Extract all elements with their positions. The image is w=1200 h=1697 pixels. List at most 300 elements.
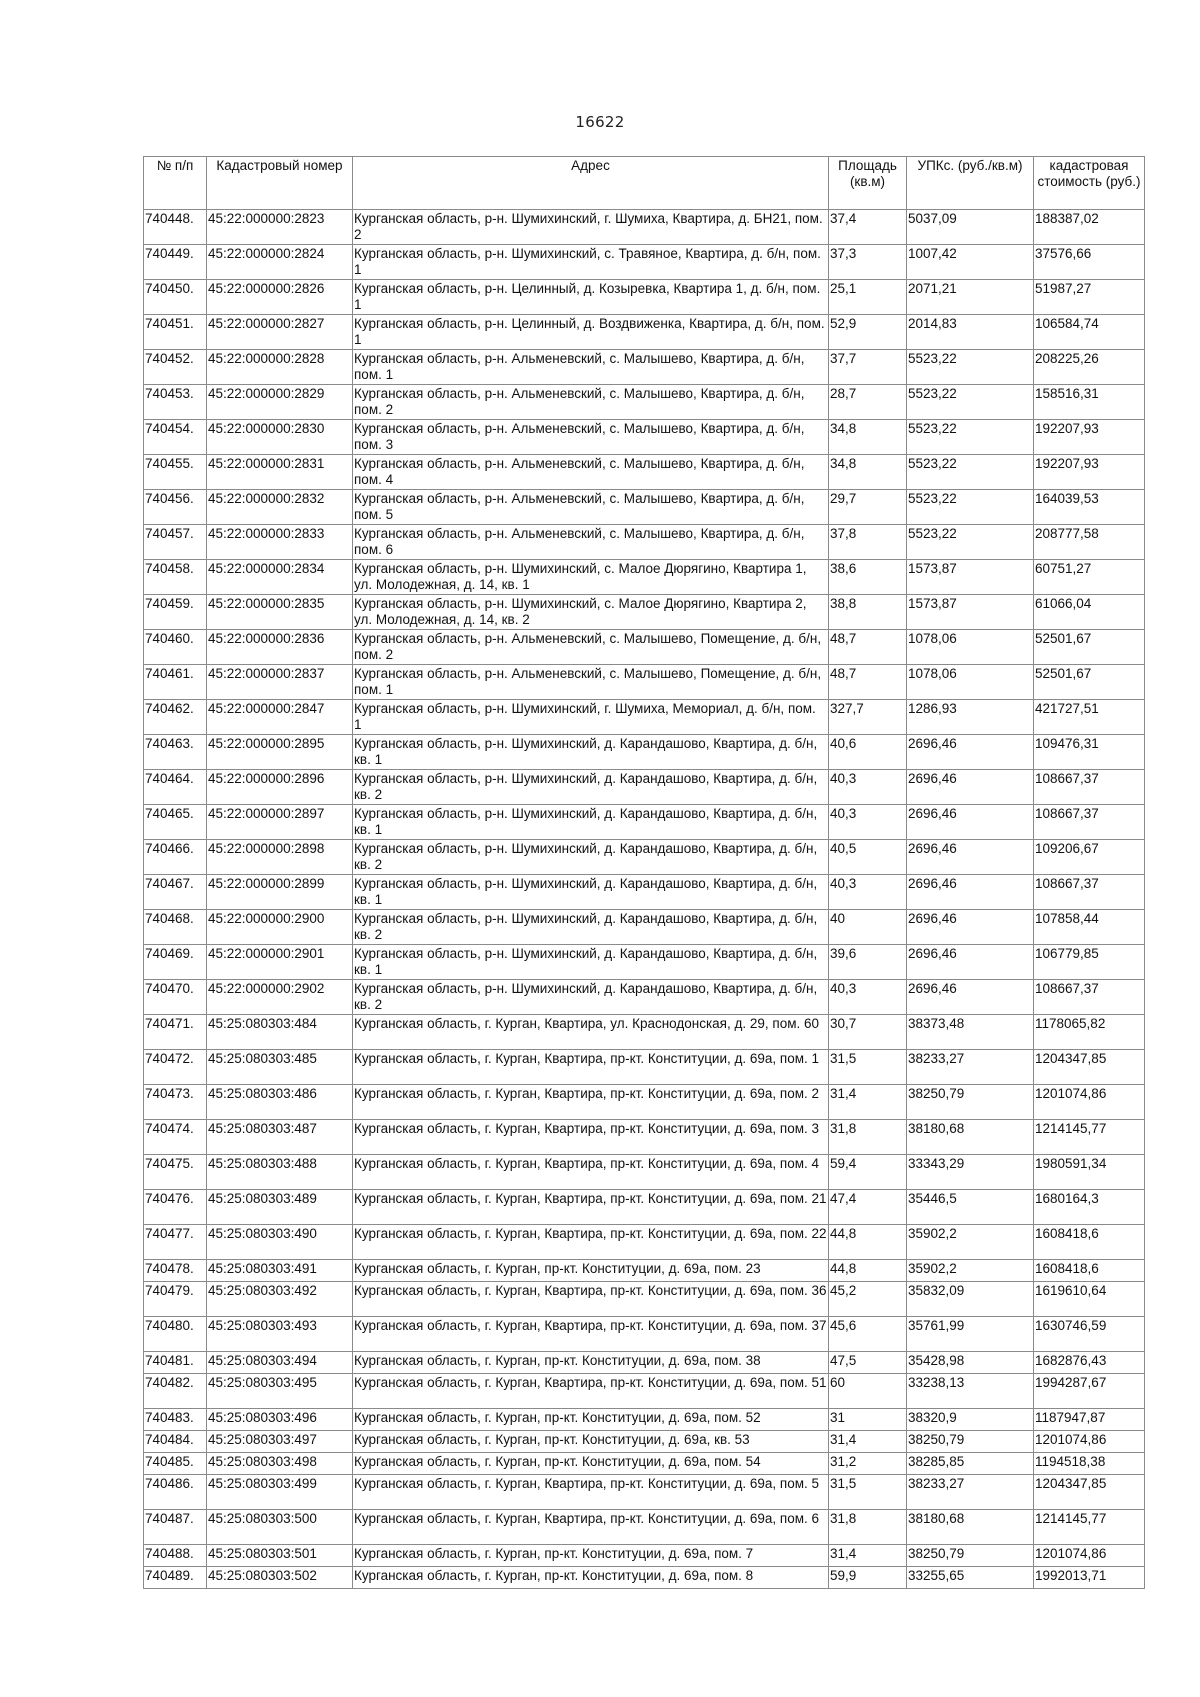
cell-upks: 1007,42 — [907, 245, 1034, 280]
table-row — [144, 525, 1145, 560]
cell-num: 740489. — [144, 1567, 207, 1589]
cell-address: Курганская область, г. Курган, Квартира, пр-кт. Конституции, д. 69а, пом. 4 — [353, 1155, 829, 1190]
cell-upks: 1078,06 — [907, 665, 1034, 700]
cell-num: 740459. — [144, 595, 207, 630]
cell-upks: 35902,2 — [907, 1225, 1034, 1260]
cell-upks: 1078,06 — [907, 630, 1034, 665]
cell-address: Курганская область, р-н. Шумихинский, д. Карандашово, Квартира, д. б/н, кв. 1 — [353, 945, 829, 980]
cell-address: Курганская область, р-н. Шумихинский, с. Малое Дюрягино, Квартира 2, ул. Молодежная, д. 14, кв. 2 — [353, 595, 829, 630]
cell-cadastral-value: 107858,44 — [1034, 910, 1145, 945]
cell-cadastral-value: 37576,66 — [1034, 245, 1145, 280]
cell-upks: 35832,09 — [907, 1282, 1034, 1317]
cell-cadastral-number: 45:22:000000:2895 — [207, 735, 353, 770]
cell-address: Курганская область, р-н. Альменевский, с. Малышево, Помещение, д. б/н, пом. 2 — [353, 630, 829, 665]
table-row — [144, 1545, 1145, 1567]
cell-area: 31,5 — [829, 1050, 907, 1085]
cell-cadastral-number: 45:22:000000:2847 — [207, 700, 353, 735]
table-row — [144, 980, 1145, 1015]
cell-num: 740451. — [144, 315, 207, 350]
table-row — [144, 945, 1145, 980]
table-row — [144, 1120, 1145, 1155]
table-row — [144, 420, 1145, 455]
table-row — [144, 385, 1145, 420]
cell-address: Курганская область, г. Курган, пр-кт. Конституции, д. 69а, пом. 8 — [353, 1567, 829, 1589]
cell-cadastral-number: 45:22:000000:2824 — [207, 245, 353, 280]
cell-cadastral-number: 45:25:080303:501 — [207, 1545, 353, 1567]
table-row — [144, 700, 1145, 735]
cell-address: Курганская область, р-н. Шумихинский, с. Малое Дюрягино, Квартира 1, ул. Молодежная, д. 14, кв. 1 — [353, 560, 829, 595]
cell-cadastral-number: 45:25:080303:489 — [207, 1190, 353, 1225]
cell-area: 52,9 — [829, 315, 907, 350]
table-header — [144, 157, 1145, 210]
cell-cadastral-number: 45:25:080303:500 — [207, 1510, 353, 1545]
table-row — [144, 490, 1145, 525]
table-row — [144, 1015, 1145, 1050]
header-upks: УПКс. (руб./кв.м) — [907, 157, 1034, 210]
cell-address: Курганская область, г. Курган, Квартира, пр-кт. Конституции, д. 69а, пом. 6 — [353, 1510, 829, 1545]
cell-num: 740465. — [144, 805, 207, 840]
cell-area: 48,7 — [829, 665, 907, 700]
cell-address: Курганская область, р-н. Шумихинский, г. Шумиха, Мемориал, д. б/н, пом. 1 — [353, 700, 829, 735]
cell-area: 31 — [829, 1409, 907, 1431]
cell-num: 740486. — [144, 1475, 207, 1510]
cell-upks: 5523,22 — [907, 350, 1034, 385]
cell-address: Курганская область, р-н. Альменевский, с. Малышево, Квартира, д. б/н, пом. 2 — [353, 385, 829, 420]
cell-cadastral-value: 1214145,77 — [1034, 1510, 1145, 1545]
cell-area: 29,7 — [829, 490, 907, 525]
cell-cadastral-value: 1201074,86 — [1034, 1545, 1145, 1567]
cell-cadastral-value: 192207,93 — [1034, 420, 1145, 455]
cell-area: 37,7 — [829, 350, 907, 385]
table-row — [144, 280, 1145, 315]
cell-num: 740472. — [144, 1050, 207, 1085]
cell-upks: 5523,22 — [907, 455, 1034, 490]
cell-area: 37,4 — [829, 210, 907, 245]
cell-upks: 2071,21 — [907, 280, 1034, 315]
cell-upks: 2696,46 — [907, 805, 1034, 840]
cell-address: Курганская область, г. Курган, Квартира, пр-кт. Конституции, д. 69а, пом. 37 — [353, 1317, 829, 1352]
cell-cadastral-value: 52501,67 — [1034, 665, 1145, 700]
cell-cadastral-value: 1194518,38 — [1034, 1453, 1145, 1475]
cell-area: 327,7 — [829, 700, 907, 735]
cell-area: 47,5 — [829, 1352, 907, 1374]
cell-cadastral-value: 1619610,64 — [1034, 1282, 1145, 1317]
cell-address: Курганская область, р-н. Альменевский, с. Малышево, Квартира, д. б/н, пом. 4 — [353, 455, 829, 490]
cell-upks: 5523,22 — [907, 490, 1034, 525]
cell-cadastral-value: 109206,67 — [1034, 840, 1145, 875]
table-row — [144, 1510, 1145, 1545]
cell-cadastral-value: 1204347,85 — [1034, 1475, 1145, 1510]
cell-cadastral-number: 45:22:000000:2829 — [207, 385, 353, 420]
cell-address: Курганская область, р-н. Шумихинский, д. Карандашово, Квартира, д. б/н, кв. 2 — [353, 840, 829, 875]
table-row — [144, 210, 1145, 245]
cell-cadastral-number: 45:25:080303:497 — [207, 1431, 353, 1453]
cell-num: 740461. — [144, 665, 207, 700]
table-row — [144, 455, 1145, 490]
cell-area: 40,3 — [829, 875, 907, 910]
cell-cadastral-value: 1204347,85 — [1034, 1050, 1145, 1085]
cell-cadastral-value: 421727,51 — [1034, 700, 1145, 735]
table-row — [144, 1431, 1145, 1453]
table-row — [144, 770, 1145, 805]
cell-cadastral-number: 45:25:080303:492 — [207, 1282, 353, 1317]
cell-num: 740469. — [144, 945, 207, 980]
cell-area: 40 — [829, 910, 907, 945]
header-cadastral-number: Кадастровый номер — [207, 157, 353, 210]
cell-num: 740473. — [144, 1085, 207, 1120]
cell-num: 740481. — [144, 1352, 207, 1374]
cell-address: Курганская область, р-н. Целинный, д. Воздвиженка, Квартира, д. б/н, пом. 1 — [353, 315, 829, 350]
cell-cadastral-value: 106584,74 — [1034, 315, 1145, 350]
cell-address: Курганская область, г. Курган, Квартира, пр-кт. Конституции, д. 69а, пом. 2 — [353, 1085, 829, 1120]
cell-num: 740453. — [144, 385, 207, 420]
cell-area: 44,8 — [829, 1225, 907, 1260]
cell-num: 740471. — [144, 1015, 207, 1050]
cell-cadastral-value: 52501,67 — [1034, 630, 1145, 665]
table-row — [144, 315, 1145, 350]
cell-cadastral-value: 1178065,82 — [1034, 1015, 1145, 1050]
table-row — [144, 1567, 1145, 1589]
cell-num: 740463. — [144, 735, 207, 770]
cell-cadastral-value: 208225,26 — [1034, 350, 1145, 385]
cell-area: 40,3 — [829, 805, 907, 840]
cell-num: 740478. — [144, 1260, 207, 1282]
cell-num: 740475. — [144, 1155, 207, 1190]
cell-upks: 1286,93 — [907, 700, 1034, 735]
cell-cadastral-value: 108667,37 — [1034, 805, 1145, 840]
cell-cadastral-number: 45:22:000000:2823 — [207, 210, 353, 245]
cell-area: 39,6 — [829, 945, 907, 980]
cell-area: 45,2 — [829, 1282, 907, 1317]
cell-upks: 38233,27 — [907, 1475, 1034, 1510]
header-row — [144, 157, 1145, 210]
cell-cadastral-number: 45:22:000000:2896 — [207, 770, 353, 805]
table-row — [144, 840, 1145, 875]
cell-address: Курганская область, р-н. Целинный, д. Козыревка, Квартира 1, д. б/н, пом. 1 — [353, 280, 829, 315]
table-row — [144, 1085, 1145, 1120]
cell-cadastral-number: 45:25:080303:494 — [207, 1352, 353, 1374]
cell-address: Курганская область, г. Курган, Квартира, пр-кт. Конституции, д. 69а, пом. 3 — [353, 1120, 829, 1155]
cell-address: Курганская область, р-н. Шумихинский, д. Карандашово, Квартира, д. б/н, кв. 2 — [353, 770, 829, 805]
cell-upks: 38250,79 — [907, 1431, 1034, 1453]
cell-address: Курганская область, р-н. Шумихинский, с. Травяное, Квартира, д. б/н, пом. 1 — [353, 245, 829, 280]
table-row — [144, 350, 1145, 385]
cell-cadastral-value: 1201074,86 — [1034, 1431, 1145, 1453]
table-row — [144, 1282, 1145, 1317]
cell-cadastral-value: 1630746,59 — [1034, 1317, 1145, 1352]
cell-cadastral-number: 45:22:000000:2833 — [207, 525, 353, 560]
cell-address: Курганская область, г. Курган, пр-кт. Конституции, д. 69а, пом. 7 — [353, 1545, 829, 1567]
cell-upks: 2696,46 — [907, 945, 1034, 980]
cell-upks: 38250,79 — [907, 1545, 1034, 1567]
cell-num: 740468. — [144, 910, 207, 945]
cell-cadastral-value: 208777,58 — [1034, 525, 1145, 560]
cell-upks: 33255,65 — [907, 1567, 1034, 1589]
cell-cadastral-value: 108667,37 — [1034, 875, 1145, 910]
cell-address: Курганская область, р-н. Шумихинский, д. Карандашово, Квартира, д. б/н, кв. 1 — [353, 805, 829, 840]
cell-cadastral-number: 45:22:000000:2837 — [207, 665, 353, 700]
table-row — [144, 1317, 1145, 1352]
cell-num: 740467. — [144, 875, 207, 910]
cell-area: 48,7 — [829, 630, 907, 665]
cell-cadastral-number: 45:25:080303:490 — [207, 1225, 353, 1260]
cell-cadastral-number: 45:25:080303:495 — [207, 1374, 353, 1409]
table-row — [144, 1225, 1145, 1260]
cell-address: Курганская область, р-н. Шумихинский, д. Карандашово, Квартира, д. б/н, кв. 1 — [353, 875, 829, 910]
cell-address: Курганская область, г. Курган, Квартира, пр-кт. Конституции, д. 69а, пом. 21 — [353, 1190, 829, 1225]
cell-num: 740476. — [144, 1190, 207, 1225]
cell-upks: 35446,5 — [907, 1190, 1034, 1225]
cell-num: 740470. — [144, 980, 207, 1015]
cell-num: 740454. — [144, 420, 207, 455]
cell-cadastral-number: 45:22:000000:2826 — [207, 280, 353, 315]
cell-num: 740460. — [144, 630, 207, 665]
cell-cadastral-value: 1187947,87 — [1034, 1409, 1145, 1431]
cell-cadastral-number: 45:22:000000:2831 — [207, 455, 353, 490]
cell-cadastral-number: 45:22:000000:2835 — [207, 595, 353, 630]
cell-cadastral-number: 45:25:080303:499 — [207, 1475, 353, 1510]
cell-cadastral-number: 45:22:000000:2897 — [207, 805, 353, 840]
cell-num: 740458. — [144, 560, 207, 595]
cell-area: 59,9 — [829, 1567, 907, 1589]
cell-address: Курганская область, р-н. Альменевский, с. Малышево, Квартира, д. б/н, пом. 1 — [353, 350, 829, 385]
cell-address: Курганская область, г. Курган, Квартира, пр-кт. Конституции, д. 69а, пом. 51 — [353, 1374, 829, 1409]
cell-num: 740483. — [144, 1409, 207, 1431]
cell-cadastral-number: 45:25:080303:498 — [207, 1453, 353, 1475]
cell-address: Курганская область, г. Курган, Квартира, ул. Краснодонская, д. 29, пом. 60 — [353, 1015, 829, 1050]
cell-cadastral-value: 1682876,43 — [1034, 1352, 1145, 1374]
cell-upks: 33238,13 — [907, 1374, 1034, 1409]
cell-cadastral-value: 106779,85 — [1034, 945, 1145, 980]
cell-cadastral-value: 1680164,3 — [1034, 1190, 1145, 1225]
table-row — [144, 1374, 1145, 1409]
cell-area: 38,8 — [829, 595, 907, 630]
cell-area: 40,6 — [829, 735, 907, 770]
table-row — [144, 1050, 1145, 1085]
cell-cadastral-number: 45:25:080303:502 — [207, 1567, 353, 1589]
cell-upks: 5523,22 — [907, 420, 1034, 455]
cell-cadastral-value: 1608418,6 — [1034, 1260, 1145, 1282]
cell-cadastral-number: 45:22:000000:2834 — [207, 560, 353, 595]
table-row — [144, 735, 1145, 770]
cell-upks: 2696,46 — [907, 980, 1034, 1015]
cell-cadastral-number: 45:22:000000:2902 — [207, 980, 353, 1015]
cell-cadastral-value: 60751,27 — [1034, 560, 1145, 595]
cell-cadastral-value: 1201074,86 — [1034, 1085, 1145, 1120]
cell-address: Курганская область, г. Курган, Квартира, пр-кт. Конституции, д. 69а, пом. 36 — [353, 1282, 829, 1317]
cell-num: 740466. — [144, 840, 207, 875]
cell-address: Курганская область, р-н. Шумихинский, г. Шумиха, Квартира, д. БН21, пом. 2 — [353, 210, 829, 245]
cell-num: 740482. — [144, 1374, 207, 1409]
cell-address: Курганская область, р-н. Шумихинский, д. Карандашово, Квартира, д. б/н, кв. 2 — [353, 910, 829, 945]
cell-upks: 1573,87 — [907, 560, 1034, 595]
cell-upks: 5523,22 — [907, 385, 1034, 420]
cell-address: Курганская область, г. Курган, пр-кт. Конституции, д. 69а, кв. 53 — [353, 1431, 829, 1453]
cell-num: 740450. — [144, 280, 207, 315]
cell-num: 740488. — [144, 1545, 207, 1567]
cell-cadastral-value: 1992013,71 — [1034, 1567, 1145, 1589]
cell-upks: 38233,27 — [907, 1050, 1034, 1085]
cell-cadastral-value: 158516,31 — [1034, 385, 1145, 420]
cell-area: 31,4 — [829, 1431, 907, 1453]
cell-area: 60 — [829, 1374, 907, 1409]
cell-upks: 33343,29 — [907, 1155, 1034, 1190]
cell-upks: 35902,2 — [907, 1260, 1034, 1282]
cell-area: 37,3 — [829, 245, 907, 280]
cell-cadastral-number: 45:25:080303:485 — [207, 1050, 353, 1085]
table-row — [144, 910, 1145, 945]
cell-area: 31,8 — [829, 1120, 907, 1155]
cell-upks: 38180,68 — [907, 1120, 1034, 1155]
cell-area: 47,4 — [829, 1190, 907, 1225]
cell-address: Курганская область, р-н. Шумихинский, д. Карандашово, Квартира, д. б/н, кв. 1 — [353, 735, 829, 770]
cell-cadastral-number: 45:22:000000:2830 — [207, 420, 353, 455]
cell-cadastral-number: 45:25:080303:487 — [207, 1120, 353, 1155]
cell-num: 740487. — [144, 1510, 207, 1545]
cell-address: Курганская область, г. Курган, Квартира, пр-кт. Конституции, д. 69а, пом. 22 — [353, 1225, 829, 1260]
cell-num: 740462. — [144, 700, 207, 735]
table-row — [144, 245, 1145, 280]
cell-area: 34,8 — [829, 455, 907, 490]
cell-upks: 38180,68 — [907, 1510, 1034, 1545]
cell-cadastral-value: 108667,37 — [1034, 770, 1145, 805]
cell-num: 740477. — [144, 1225, 207, 1260]
table-body — [144, 210, 1145, 1589]
cell-upks: 2696,46 — [907, 735, 1034, 770]
cell-upks: 38373,48 — [907, 1015, 1034, 1050]
cell-upks: 35761,99 — [907, 1317, 1034, 1352]
cell-cadastral-number: 45:22:000000:2901 — [207, 945, 353, 980]
cell-cadastral-value: 188387,02 — [1034, 210, 1145, 245]
cell-area: 31,4 — [829, 1545, 907, 1567]
cell-upks: 38320,9 — [907, 1409, 1034, 1431]
cell-address: Курганская область, р-н. Шумихинский, д. Карандашово, Квартира, д. б/н, кв. 2 — [353, 980, 829, 1015]
table-row — [144, 665, 1145, 700]
cell-area: 40,3 — [829, 980, 907, 1015]
cell-cadastral-number: 45:22:000000:2832 — [207, 490, 353, 525]
cell-address: Курганская область, г. Курган, Квартира, пр-кт. Конституции, д. 69а, пом. 5 — [353, 1475, 829, 1510]
cell-cadastral-value: 1608418,6 — [1034, 1225, 1145, 1260]
cell-num: 740448. — [144, 210, 207, 245]
cell-area: 34,8 — [829, 420, 907, 455]
cell-cadastral-number: 45:25:080303:496 — [207, 1409, 353, 1431]
header-cadastral-value: кадастровая стоимость (руб.) — [1034, 157, 1145, 210]
cell-cadastral-value: 1980591,34 — [1034, 1155, 1145, 1190]
cell-upks: 2696,46 — [907, 840, 1034, 875]
header-address: Адрес — [353, 157, 829, 210]
cell-area: 44,8 — [829, 1260, 907, 1282]
cell-upks: 38250,79 — [907, 1085, 1034, 1120]
cell-cadastral-value: 164039,53 — [1034, 490, 1145, 525]
table-row — [144, 1155, 1145, 1190]
cell-address: Курганская область, г. Курган, Квартира, пр-кт. Конституции, д. 69а, пом. 1 — [353, 1050, 829, 1085]
cell-cadastral-value: 109476,31 — [1034, 735, 1145, 770]
cell-upks: 35428,98 — [907, 1352, 1034, 1374]
table-row — [144, 1190, 1145, 1225]
cell-area: 45,6 — [829, 1317, 907, 1352]
cell-area: 31,4 — [829, 1085, 907, 1120]
cell-num: 740464. — [144, 770, 207, 805]
cell-area: 37,8 — [829, 525, 907, 560]
cell-cadastral-number: 45:25:080303:486 — [207, 1085, 353, 1120]
cell-address: Курганская область, р-н. Альменевский, с. Малышево, Помещение, д. б/н, пом. 1 — [353, 665, 829, 700]
table-row — [144, 875, 1145, 910]
table-row — [144, 630, 1145, 665]
cell-cadastral-value: 108667,37 — [1034, 980, 1145, 1015]
cell-cadastral-value: 1214145,77 — [1034, 1120, 1145, 1155]
cell-area: 31,5 — [829, 1475, 907, 1510]
cell-num: 740455. — [144, 455, 207, 490]
cell-upks: 2696,46 — [907, 910, 1034, 945]
cell-num: 740456. — [144, 490, 207, 525]
cell-cadastral-value: 61066,04 — [1034, 595, 1145, 630]
header-num: № п/п — [144, 157, 207, 210]
cell-address: Курганская область, р-н. Альменевский, с. Малышево, Квартира, д. б/н, пом. 3 — [353, 420, 829, 455]
cell-upks: 2696,46 — [907, 875, 1034, 910]
cell-num: 740485. — [144, 1453, 207, 1475]
cell-area: 25,1 — [829, 280, 907, 315]
cell-num: 740449. — [144, 245, 207, 280]
cell-cadastral-value: 51987,27 — [1034, 280, 1145, 315]
cell-cadastral-number: 45:22:000000:2899 — [207, 875, 353, 910]
cell-area: 31,8 — [829, 1510, 907, 1545]
cell-upks: 1573,87 — [907, 595, 1034, 630]
cell-upks: 5037,09 — [907, 210, 1034, 245]
cell-address: Курганская область, р-н. Альменевский, с. Малышево, Квартира, д. б/н, пом. 6 — [353, 525, 829, 560]
cell-cadastral-number: 45:22:000000:2900 — [207, 910, 353, 945]
table-row — [144, 805, 1145, 840]
table-row — [144, 595, 1145, 630]
table-row — [144, 1453, 1145, 1475]
cell-area: 31,2 — [829, 1453, 907, 1475]
cadastral-value-table — [143, 156, 1145, 1589]
cell-address: Курганская область, г. Курган, пр-кт. Конституции, д. 69а, пом. 38 — [353, 1352, 829, 1374]
cell-cadastral-number: 45:25:080303:488 — [207, 1155, 353, 1190]
cell-area: 59,4 — [829, 1155, 907, 1190]
cell-num: 740484. — [144, 1431, 207, 1453]
cell-cadastral-number: 45:25:080303:484 — [207, 1015, 353, 1050]
cell-num: 740474. — [144, 1120, 207, 1155]
cell-cadastral-value: 192207,93 — [1034, 455, 1145, 490]
header-area: Площадь (кв.м) — [829, 157, 907, 210]
cell-upks: 2696,46 — [907, 770, 1034, 805]
cell-address: Курганская область, г. Курган, пр-кт. Конституции, д. 69а, пом. 54 — [353, 1453, 829, 1475]
cell-cadastral-number: 45:22:000000:2828 — [207, 350, 353, 385]
cell-upks: 5523,22 — [907, 525, 1034, 560]
table-row — [144, 560, 1145, 595]
page-number: 16622 — [575, 113, 625, 131]
table-row — [144, 1475, 1145, 1510]
cell-num: 740452. — [144, 350, 207, 385]
cell-area: 40,3 — [829, 770, 907, 805]
cell-cadastral-number: 45:22:000000:2836 — [207, 630, 353, 665]
cell-cadastral-number: 45:22:000000:2898 — [207, 840, 353, 875]
cell-address: Курганская область, г. Курган, пр-кт. Конституции, д. 69а, пом. 23 — [353, 1260, 829, 1282]
cell-area: 28,7 — [829, 385, 907, 420]
cell-cadastral-number: 45:25:080303:491 — [207, 1260, 353, 1282]
cell-cadastral-number: 45:22:000000:2827 — [207, 315, 353, 350]
table-row — [144, 1352, 1145, 1374]
cell-cadastral-number: 45:25:080303:493 — [207, 1317, 353, 1352]
cell-num: 740457. — [144, 525, 207, 560]
table-row — [144, 1409, 1145, 1431]
table-row — [144, 1260, 1145, 1282]
cell-address: Курганская область, г. Курган, пр-кт. Конституции, д. 69а, пом. 52 — [353, 1409, 829, 1431]
cell-cadastral-value: 1994287,67 — [1034, 1374, 1145, 1409]
cell-area: 40,5 — [829, 840, 907, 875]
cell-num: 740479. — [144, 1282, 207, 1317]
cell-upks: 38285,85 — [907, 1453, 1034, 1475]
